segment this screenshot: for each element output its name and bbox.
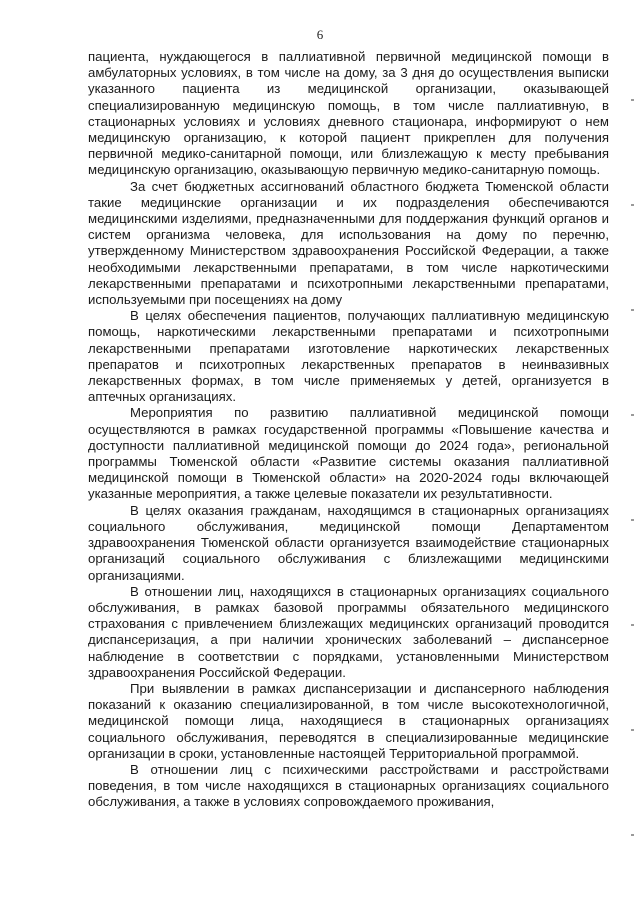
scan-edge-mark [631,624,634,626]
paragraph: В отношении лиц, находящихся в стационарных организациях социального обслуживания, в рамках базовой программы обязательного медицинского страхования с привлечением близлежащих медицинских организаций проводится диспансеризация, а при наличии хронических заболеваний – диспансерное наблюдение в соответствии с порядками, установленными Министерством здравоохранения Российской Федерации. [88,583,609,680]
scan-edge-mark [631,204,634,206]
scan-edge-mark [631,834,634,836]
scan-edge-mark [631,729,634,731]
scan-edge-mark [631,99,634,101]
page-number: 6 [316,27,324,42]
paragraph: В отношении лиц с психическими расстройствами и расстройствами поведения, в том числе находящихся в стационарных организациях социального обслуживания, а также в условиях сопровождаемого проживания, [88,761,609,810]
paragraph: Мероприятия по развитию паллиативной медицинской помощи осуществляются в рамках государственной программы «Повышение качества и доступности паллиативной медицинской помощи до 2024 года», региональной программы Тюменской области «Развитие системы оказания паллиативной медицинской помощи в Тюменской области» на 2020-2024 годы включающей указанные мероприятия, а также целевые показатели их результативности. [88,405,609,502]
scan-edge-mark [631,309,634,311]
scan-edge-mark [631,519,634,521]
scan-edge-mark [631,414,634,416]
paragraph: В целях обеспечения пациентов, получающих паллиативную медицинскую помощь, наркотическими лекарственными препаратами и психотропными лекарственными препаратами изготовление наркотических лекарственных препаратов и психотропных лекарственных препаратов в неинвазивных лекарственных формах, в том числе применяемых у детей, организуется в аптечных организациях. [88,308,609,405]
paragraph-continued: пациента, нуждающегося в паллиативной первичной медицинской помощи в амбулаторных условиях, в том числе на дому, за 3 дня до осуществления выписки указанного пациента из медицинской организации, оказывающей специализированную медицинскую помощь, в том числе паллиативную, в стационарных условиях и условиях дневного стационара, информируют о нем медицинскую организацию, к которой пациент прикреплен для получения первичной медико-санитарной помощи, или близлежащую к месту пребывания медицинскую организацию, оказывающую первичную медико-санитарную помощь. [88,49,609,178]
paragraph: В целях оказания гражданам, находящимся в стационарных организациях социального обслуживания, медицинской помощи Департаментом здравоохранения Тюменской области организуется взаимодействие стационарных организаций социального обслуживания с близлежащими медицинскими организациями. [88,502,609,583]
paragraph: При выявлении в рамках диспансеризации и диспансерного наблюдения показаний к оказанию специализированной, в том числе высокотехнологичной, медицинской помощи лица, находящиеся в стационарных организациях социального обслуживания, переводятся в специализированные медицинские организации в сроки, установленные настоящей Территориальной программой. [88,680,609,761]
paragraph: За счет бюджетных ассигнований областного бюджета Тюменской области такие медицинские организации и их подразделения обеспечиваются медицинскими изделиями, предназначенными для поддержания функций органов и систем организма человека, для использования на дому по перечню, утвержденному Министерством здравоохранения Российской Федерации, а также необходимыми лекарственными препаратами, в том числе наркотическими лекарственными препаратами и психотропными лекарственными препаратами, используемыми при посещениях на дому [88,178,609,308]
document-body [88,49,609,811]
